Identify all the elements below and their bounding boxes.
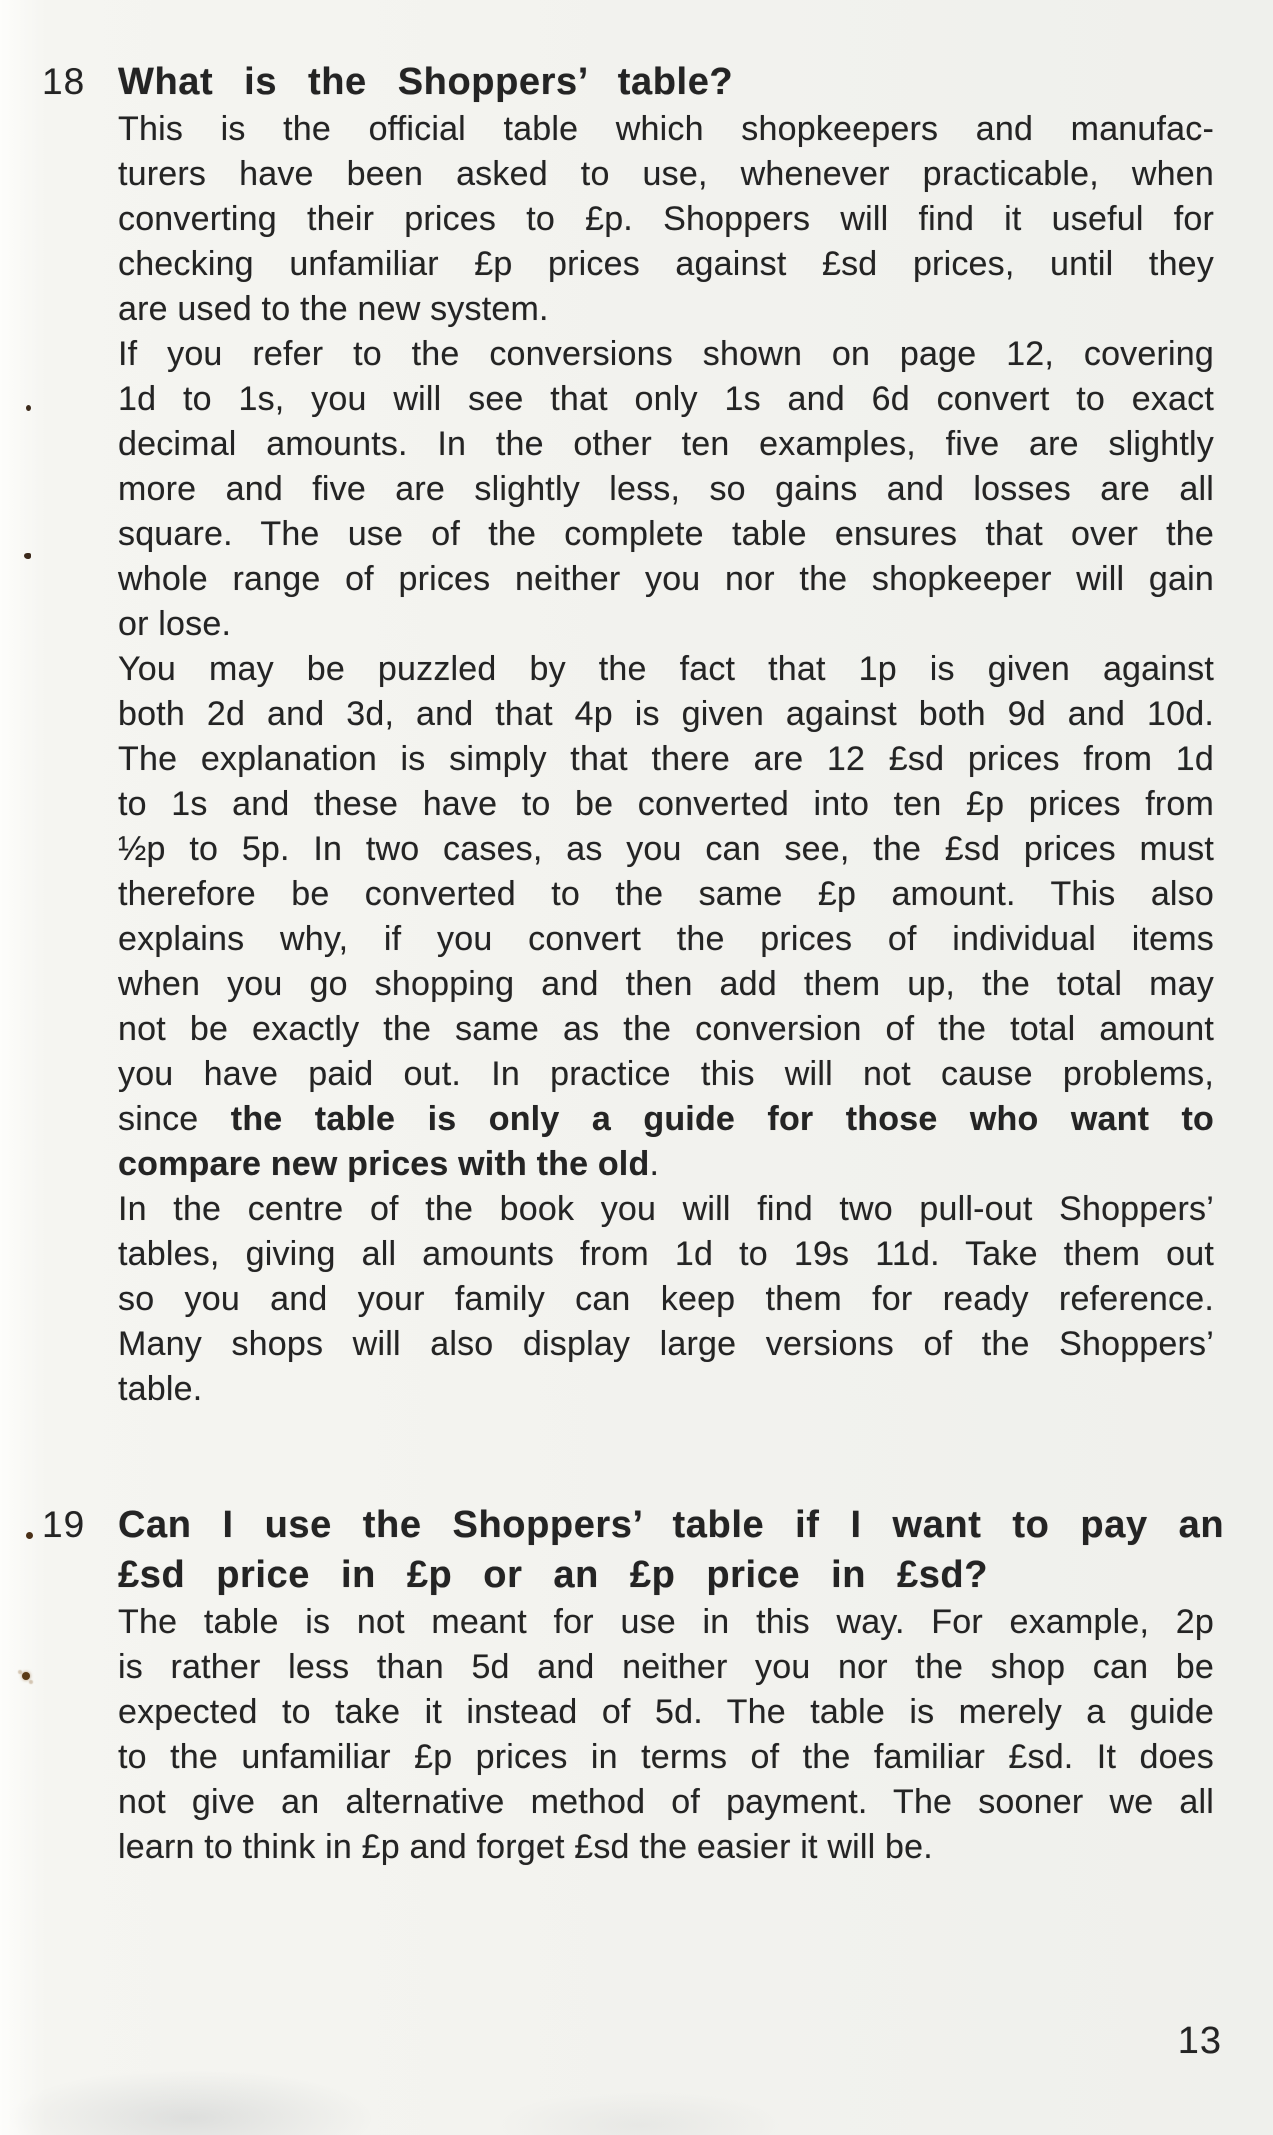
text-line: The table is not meant for use in this way. For example, 2p <box>118 1603 1214 1641</box>
text-line: whole range of prices neither you nor the shopkeeper will gain <box>118 560 1214 598</box>
text-line: explains why, if you convert the prices of individual items <box>118 920 1214 958</box>
text-line: ½p to 5p. In two cases, as you can see, the £sd prices must <box>118 830 1214 868</box>
text-line: £sd price in £p or an £p price in £sd? <box>118 1554 989 1596</box>
text-line: The explanation is simply that there are 12 £sd prices from 1d <box>118 740 1214 778</box>
dust-speck <box>22 1672 30 1680</box>
text-line: Many shops will also display large versions of the Shoppers’ <box>118 1325 1214 1363</box>
question-heading <box>118 1500 1225 1600</box>
text-line: turers have been asked to use, whenever practicable, when <box>118 155 1214 193</box>
text-line: are used to the new system. <box>118 290 549 328</box>
text-line: compare new prices with the old. <box>118 1145 660 1183</box>
question-19 <box>0 1500 1273 1870</box>
text-line: tables, giving all amounts from 1d to 19s 11d. Take them out <box>118 1235 1214 1273</box>
question-heading <box>118 57 1214 107</box>
paragraph <box>118 647 1214 1187</box>
text-line: both 2d and 3d, and that 4p is given against both 9d and 10d. <box>118 695 1214 733</box>
question-body <box>118 107 1214 1412</box>
dust-speck <box>24 553 31 559</box>
text-line: In the centre of the book you will find two pull-out Shoppers’ <box>118 1190 1214 1228</box>
text-line: decimal amounts. In the other ten examples, five are slightly <box>118 425 1214 463</box>
text-line: not be exactly the same as the conversion of the total amount <box>118 1010 1214 1048</box>
page-number: 13 <box>1177 2020 1222 2062</box>
text-line: or lose. <box>118 605 232 643</box>
text-line: This is the official table which shopkeepers and manufac- <box>118 110 1214 148</box>
text-line: to 1s and these have to be converted into ten £p prices from <box>118 785 1214 823</box>
text-line: to the unfamiliar £p prices in terms of the familiar £sd. It does <box>118 1738 1214 1776</box>
text-line: What is the Shoppers’ table? <box>118 61 734 103</box>
paragraph <box>118 1600 1214 1870</box>
text-line: so you and your family can keep them for ready reference. <box>118 1280 1214 1318</box>
text-line: therefore be converted to the same £p amount. This also <box>118 875 1214 913</box>
text-line: 1d to 1s, you will see that only 1s and 6d convert to exact <box>118 380 1214 418</box>
text-line: learn to think in £p and forget £sd the easier it will be. <box>118 1828 933 1866</box>
text-line: more and five are slightly less, so gains and losses are all <box>118 470 1214 508</box>
text-line: expected to take it instead of 5d. The table is merely a guide <box>118 1693 1214 1731</box>
question-number: 19 <box>42 1504 86 1545</box>
question-18 <box>0 57 1273 1412</box>
text-line: table. <box>118 1370 203 1408</box>
question-number: 18 <box>42 61 86 102</box>
text-line: Can I use the Shoppers’ table if I want to pay an <box>118 1504 1225 1546</box>
question-content <box>118 57 1214 1412</box>
text-line: when you go shopping and then add them up, the total may <box>118 965 1214 1003</box>
dust-speck <box>26 1532 33 1539</box>
text-line: is rather less than 5d and neither you nor the shop can be <box>118 1648 1214 1686</box>
text-line: converting their prices to £p. Shoppers will find it useful for <box>118 200 1214 238</box>
text-line: square. The use of the complete table ensures that over the <box>118 515 1214 553</box>
dust-speck <box>26 405 31 411</box>
text-line: checking unfamiliar £p prices against £sd prices, until they <box>118 245 1214 283</box>
text-line: since the table is only a guide for those who want to <box>118 1100 1214 1138</box>
text-line: If you refer to the conversions shown on page 12, covering <box>118 335 1214 373</box>
question-content <box>118 1500 1225 1870</box>
text-line: you have paid out. In practice this will not cause problems, <box>118 1055 1214 1093</box>
text-line: not give an alternative method of payment. The sooner we all <box>118 1783 1214 1821</box>
paragraph <box>118 107 1214 332</box>
question-body <box>118 1600 1214 1870</box>
text-line: You may be puzzled by the fact that 1p is given against <box>118 650 1214 688</box>
paragraph <box>118 332 1214 647</box>
paragraph <box>118 1187 1214 1412</box>
